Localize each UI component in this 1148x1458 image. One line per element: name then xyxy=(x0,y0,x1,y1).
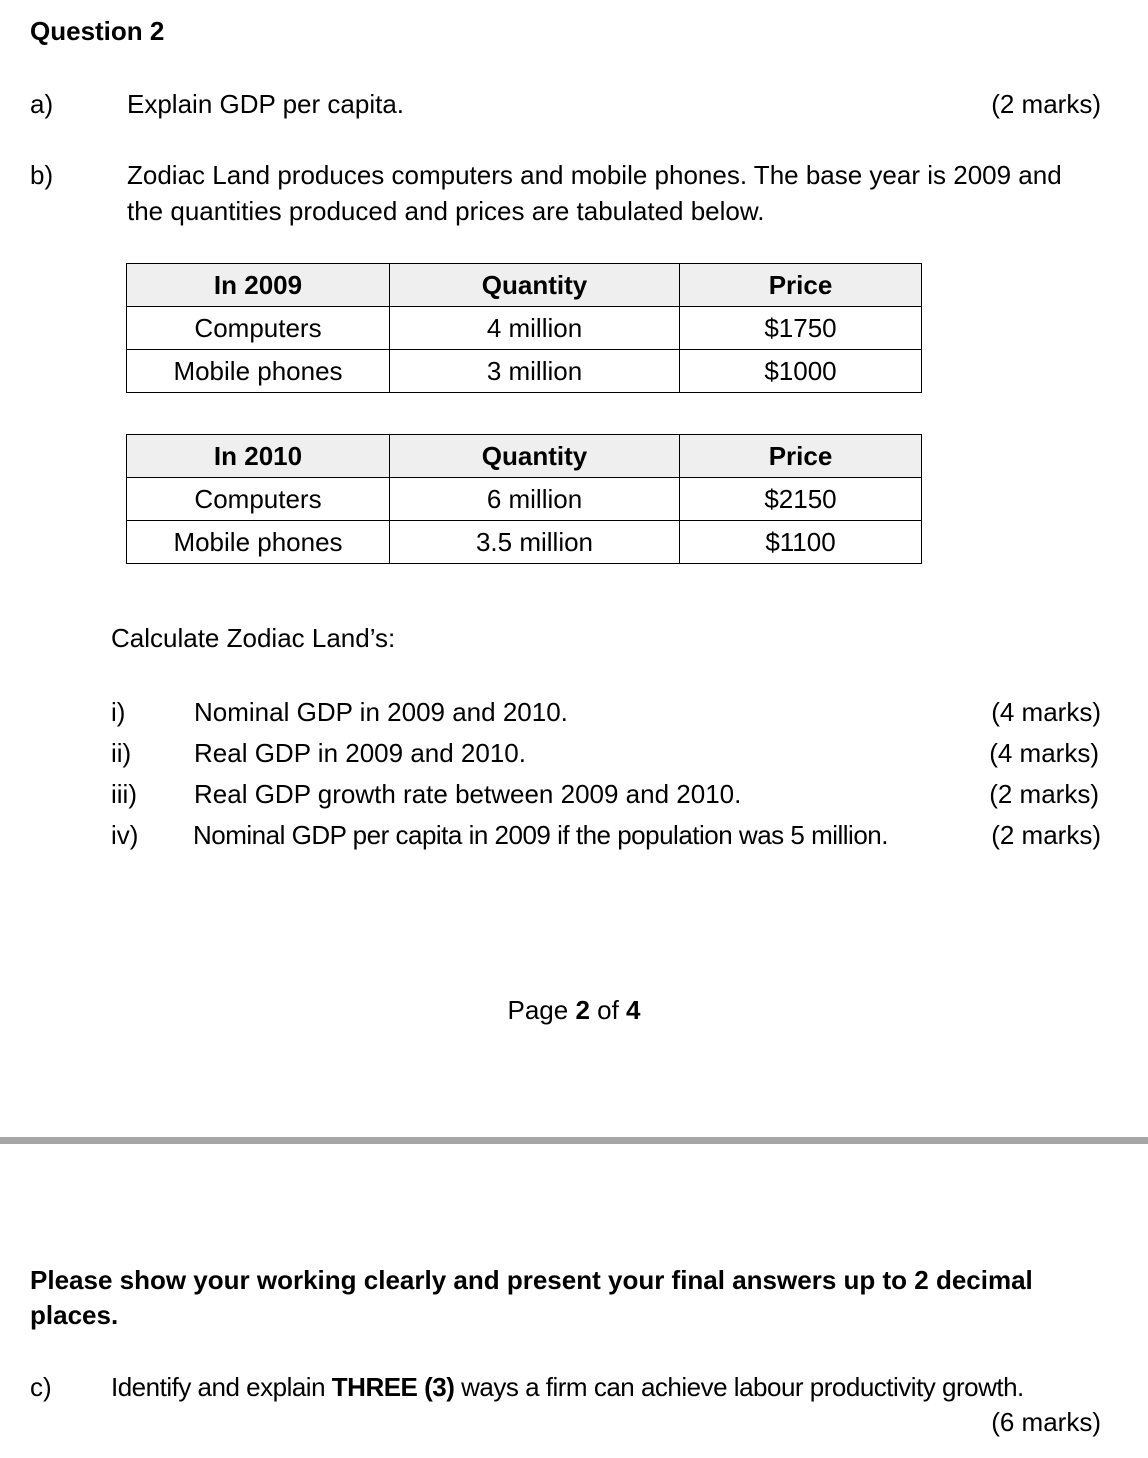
subpart-text: Nominal GDP per capita in 2009 if the population was 5 million. xyxy=(193,820,888,850)
table-cell: $1000 xyxy=(680,350,922,393)
table-cell: 3.5 million xyxy=(390,521,680,564)
table-cell: 6 million xyxy=(390,478,680,521)
instruction-line1: Please show your working clearly and present your final answers up to 2 decimal xyxy=(30,1265,1033,1295)
subpart-marks: (4 marks) xyxy=(989,738,1099,768)
page-divider xyxy=(0,1137,1148,1144)
table-cell: $1100 xyxy=(680,521,922,564)
table-header-row xyxy=(127,435,922,478)
part-a-marks: (2 marks) xyxy=(991,89,1101,119)
page-footer xyxy=(0,995,1148,1026)
subpart-marks: (2 marks) xyxy=(989,779,1099,809)
page-footer-middle: of xyxy=(589,995,627,1025)
table-header-cell: In 2009 xyxy=(127,264,390,307)
page-footer-prefix: Page xyxy=(507,995,576,1025)
table-2009 xyxy=(126,263,922,393)
table-cell: $1750 xyxy=(680,307,922,350)
part-c-text-before: Identify and explain xyxy=(111,1372,332,1402)
part-a-text: Explain GDP per capita. xyxy=(127,89,404,119)
part-c-marks: (6 marks) xyxy=(991,1407,1101,1437)
table-2010 xyxy=(126,434,922,564)
table-cell: $2150 xyxy=(680,478,922,521)
part-c-label: c) xyxy=(30,1372,52,1402)
subpart-label: iv) xyxy=(111,820,139,850)
part-c-text xyxy=(111,1372,1024,1403)
page-current-number: 2 xyxy=(575,995,590,1025)
table-row xyxy=(127,307,922,350)
subpart-label: iii) xyxy=(111,779,137,809)
part-a-label: a) xyxy=(30,89,54,119)
subpart-label: i) xyxy=(111,697,126,727)
table-header-row xyxy=(127,264,922,307)
subpart-marks: (2 marks) xyxy=(991,820,1101,850)
part-b-intro-line2: the quantities produced and prices are tabulated below. xyxy=(127,196,765,226)
part-c-text-after: ways a firm can achieve labour productivity growth. xyxy=(454,1372,1024,1402)
table-header-cell: Price xyxy=(680,435,922,478)
part-c-text-bold: THREE (3) xyxy=(331,1372,455,1402)
table-cell: Computers xyxy=(127,478,390,521)
table-cell: 4 million xyxy=(390,307,680,350)
table-header-cell: Price xyxy=(680,264,922,307)
table-cell: Computers xyxy=(127,307,390,350)
table-row xyxy=(127,350,922,393)
table-row xyxy=(127,521,922,564)
subpart-label: ii) xyxy=(111,738,132,768)
table-cell: Mobile phones xyxy=(127,521,390,564)
page-total-number: 4 xyxy=(626,995,641,1025)
subpart-text: Real GDP in 2009 and 2010. xyxy=(194,738,526,768)
calculate-prompt: Calculate Zodiac Land’s: xyxy=(111,623,396,653)
subpart-text: Nominal GDP in 2009 and 2010. xyxy=(194,697,568,727)
table-cell: Mobile phones xyxy=(127,350,390,393)
subpart-text: Real GDP growth rate between 2009 and 2010. xyxy=(194,779,742,809)
table-cell: 3 million xyxy=(390,350,680,393)
table-row xyxy=(127,478,922,521)
subpart-marks: (4 marks) xyxy=(991,697,1101,727)
table-header-cell: Quantity xyxy=(390,435,680,478)
question-title: Question 2 xyxy=(30,16,165,46)
table-header-cell: In 2010 xyxy=(127,435,390,478)
part-b-label: b) xyxy=(30,160,54,190)
part-b-intro-line1: Zodiac Land produces computers and mobile phones. The base year is 2009 and xyxy=(127,160,1062,190)
table-header-cell: Quantity xyxy=(390,264,680,307)
instruction-line2: places. xyxy=(30,1300,119,1330)
